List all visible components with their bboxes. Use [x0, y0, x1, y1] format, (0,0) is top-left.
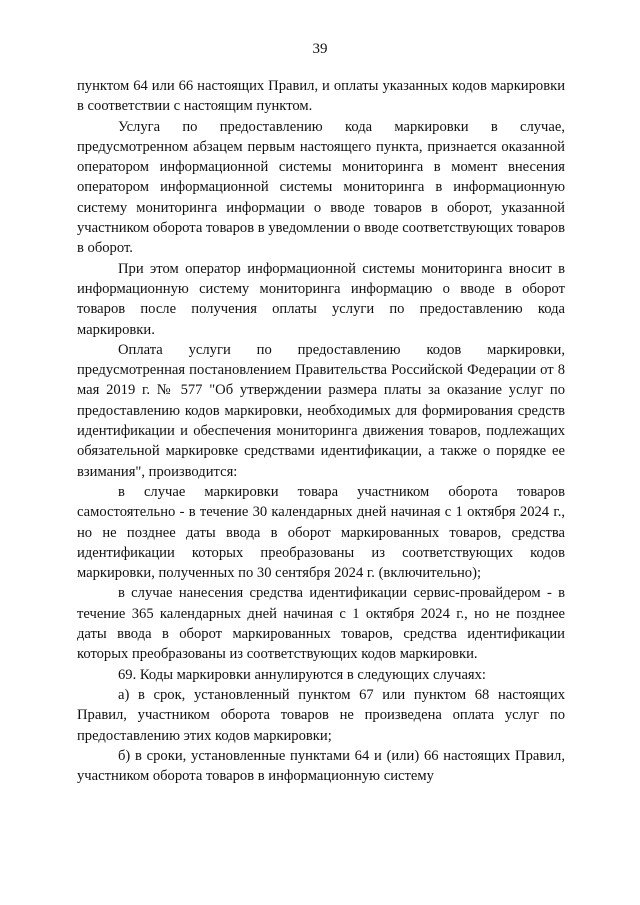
paragraph-self-marking: в случае маркировки товара участником оборота товаров самостоятельно - в течение 30 календарных дней начиная с 1 октября 2024 г., но не позднее даты ввода в оборот маркированных товаров, средства идентификации которых преобразованы из соответствующих кодов маркировки, полученных по 30 сентября 2024 г. (включительно);: [77, 483, 565, 582]
paragraph-service-provision: Услуга по предоставлению кода маркировки в случае, предусмотренном абзацем первым настоящего пункта, признается оказанной оператором информационной системы мониторинга в момент внесения оператором информационной системы мониторинга в информационную систему мониторинга информации о вводе товаров в оборот, указанной участником оборота товаров в уведомлении о вводе соответствующих товаров в оборот.: [77, 118, 565, 257]
document-body: [77, 76, 565, 786]
paragraph-service-provider: в случае нанесения средства идентификации сервис-провайдером - в течение 365 календарных дней начиная с 1 октября 2024 г., но не позднее даты ввода в оборот маркированных товаров, средства идентификации которых преобразованы из соответствующих кодов маркировки.: [77, 585, 565, 663]
paragraph-operator-entry: При этом оператор информационной системы мониторинга вносит в информационную систему мониторинга информацию о вводе в оборот товаров после получения оплаты услуги по предоставлению кода маркировки.: [77, 260, 565, 338]
paragraph-continuation: пунктом 64 или 66 настоящих Правил, и оплаты указанных кодов маркировки в соответствии с настоящим пунктом.: [77, 78, 565, 115]
paragraph-item-a: а) в срок, установленный пунктом 67 или пунктом 68 настоящих Правил, участником оборота товаров не произведена оплата услуг по предоставлению этих кодов маркировки;: [77, 686, 565, 744]
paragraph-item-b: б) в сроки, установленные пунктами 64 и (или) 66 настоящих Правил, участником оборота товаров в информационную систему: [77, 747, 565, 785]
paragraph-clause-69: 69. Коды маркировки аннулируются в следующих случаях:: [118, 666, 486, 683]
page-number: 39: [312, 41, 328, 57]
paragraph-payment: Оплата услуги по предоставлению кодов маркировки, предусмотренная постановлением Правительства Российской Федерации от 8 мая 2019 г. № 577 "Об утверждении размера платы за оказание услуг по предоставлению кодов маркировки, необходимых для формирования средств идентификации и обеспечения мониторинга движения товаров, подлежащих обязательной маркировке средствами идентификации, а также о порядке ее взимания", производится:: [77, 341, 565, 480]
